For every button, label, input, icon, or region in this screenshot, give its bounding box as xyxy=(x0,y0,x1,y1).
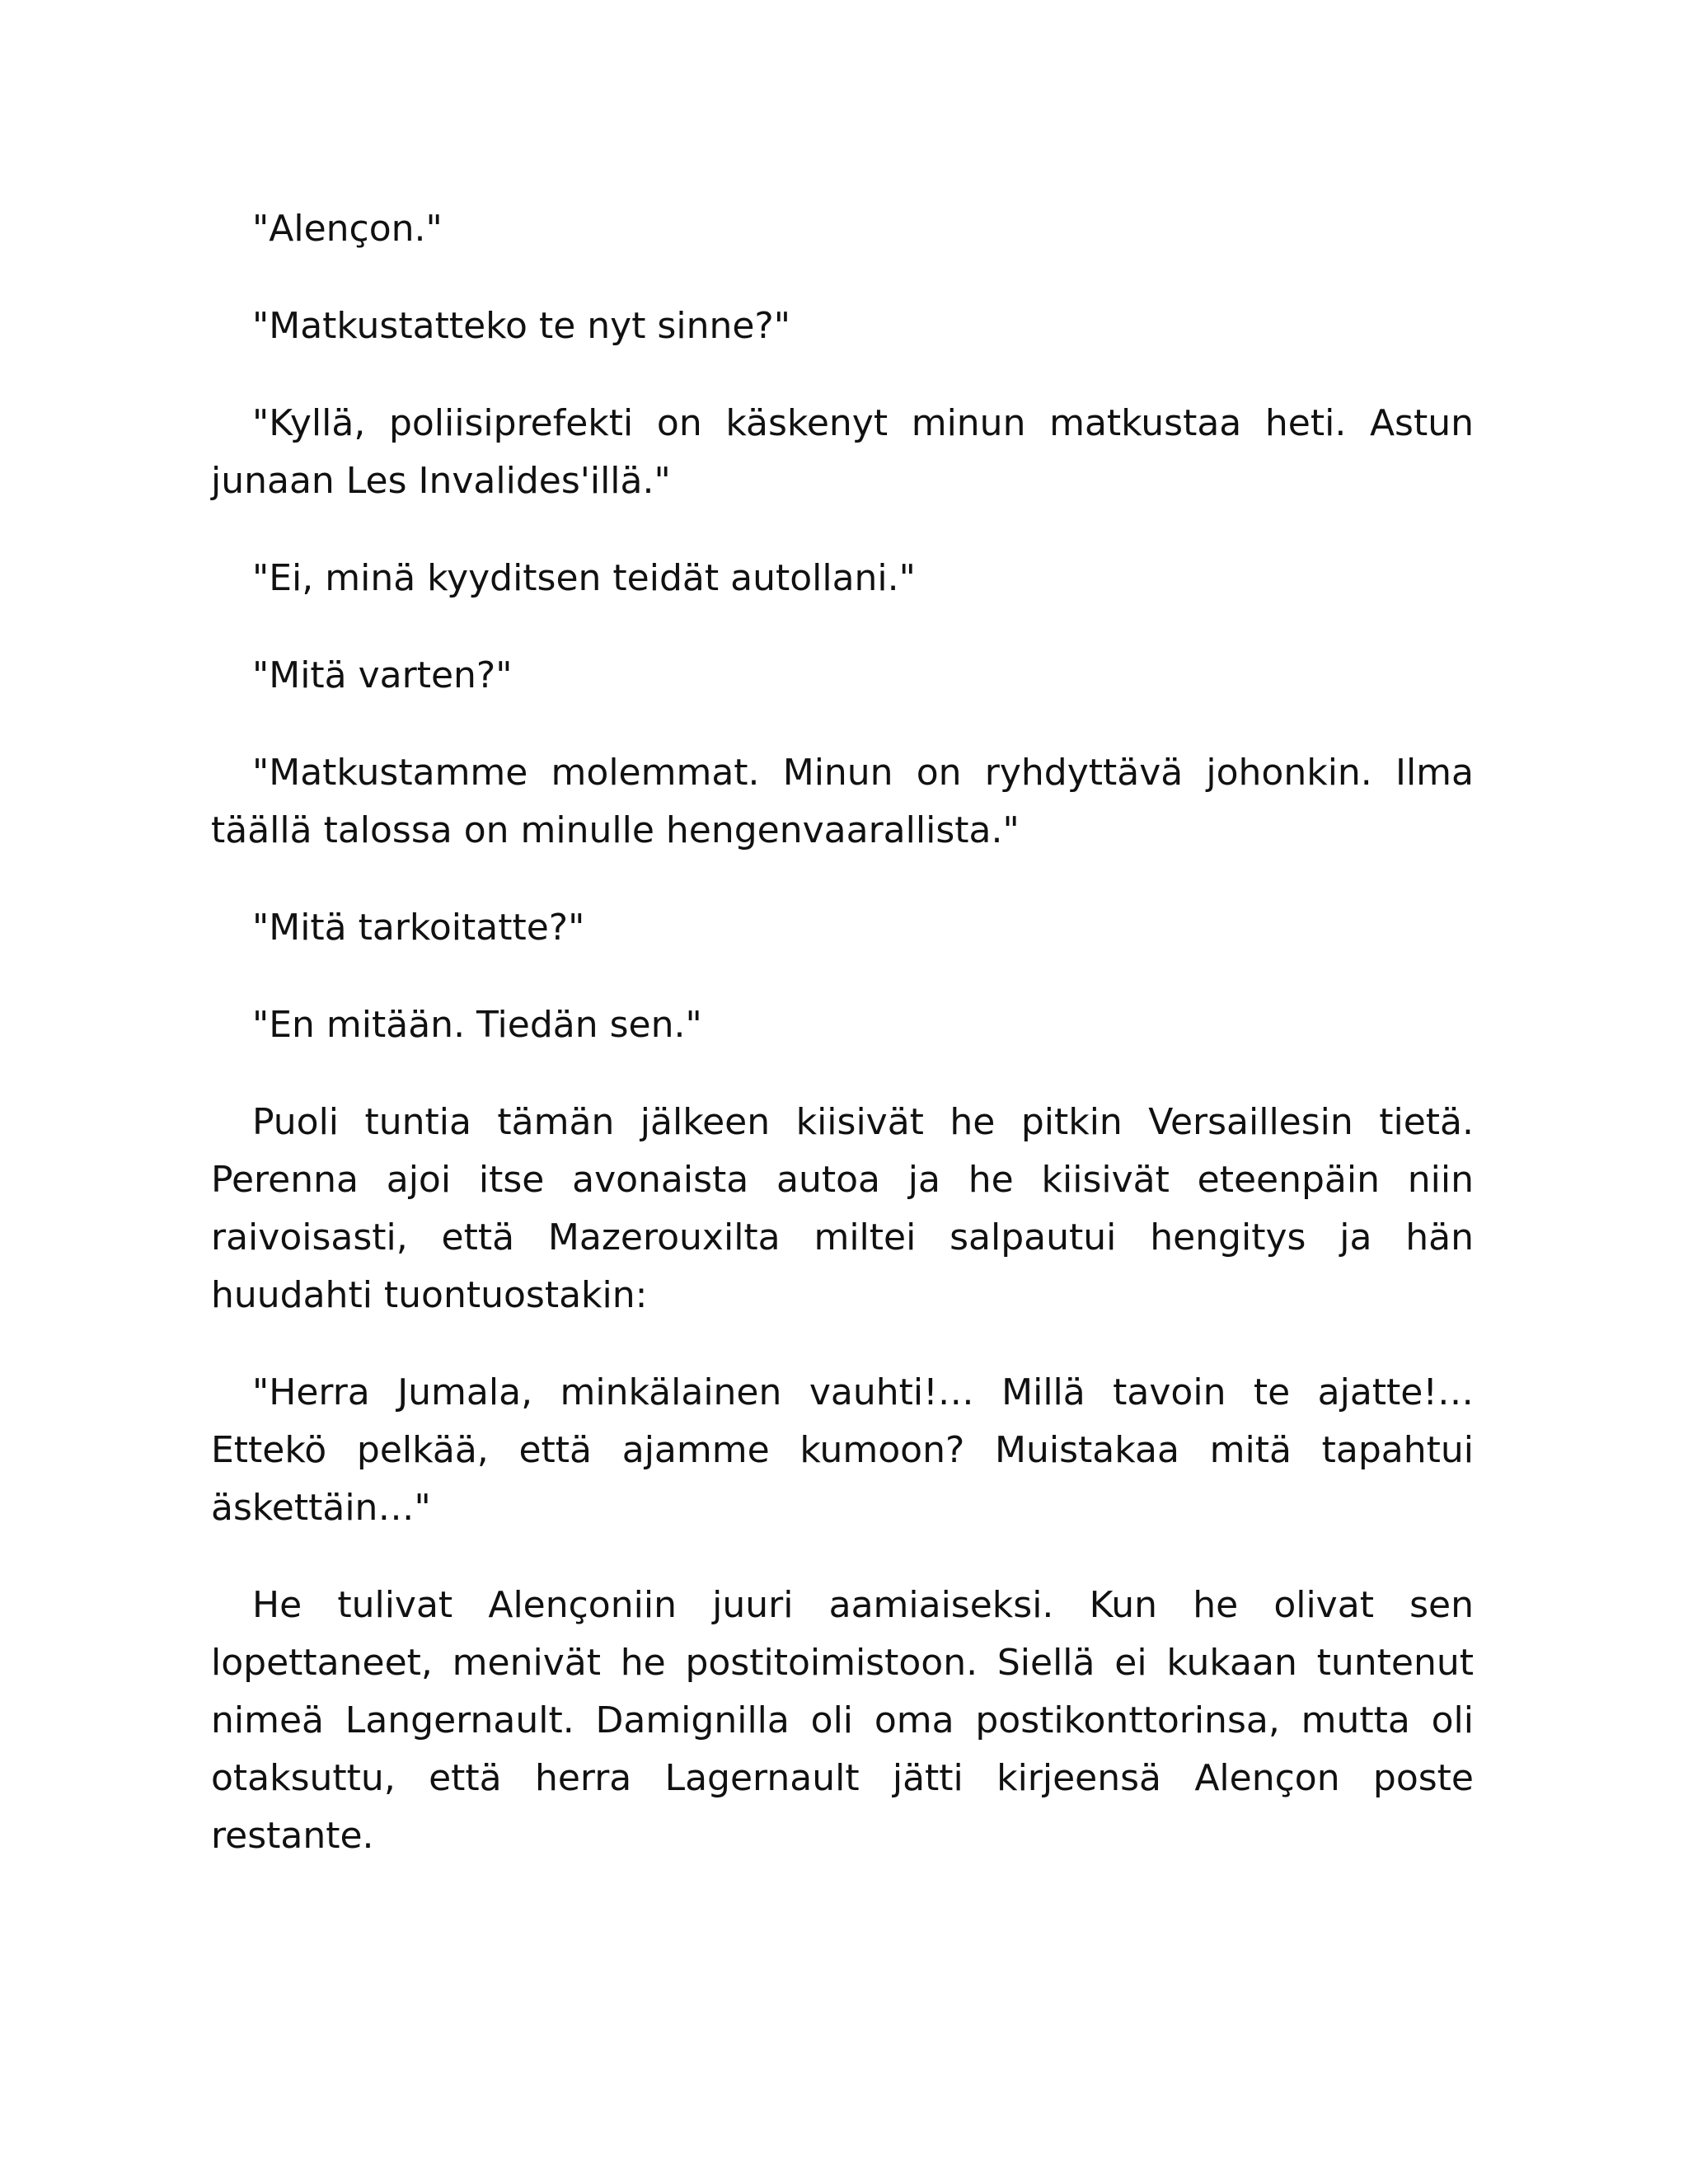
paragraph: "Mitä varten?" xyxy=(252,654,513,696)
paragraph: "Matkustatteko te nyt sinne?" xyxy=(252,305,791,347)
paragraph: "En mitään. Tiedän sen." xyxy=(252,1004,702,1046)
paragraph: "Ei, minä kyyditsen teidät autollani." xyxy=(252,557,916,599)
paragraph: "Alençon." xyxy=(252,208,443,250)
paragraph: Puoli tuntia tämän jälkeen kiisivät he pitkin Versaillesin tietä. Perenna ajoi itse avonaista autoa ja he kiisivät eteenpäin niin raivoisasti, että Mazerouxilta miltei salpautui hengitys ja hän huudahti tuontuostakin: xyxy=(211,1101,1474,1316)
body-text xyxy=(211,200,1474,1905)
paragraph: "Mitä tarkoitatte?" xyxy=(252,907,585,949)
paragraph: "Kyllä, poliisiprefekti on käskenyt minun matkustaa heti. Astun junaan Les Invalides'illä." xyxy=(211,402,1474,502)
paragraph: He tulivat Alençoniin juuri aamiaiseksi. Kun he olivat sen lopettaneet, menivät he postitoimistoon. Siellä ei kukaan tuntenut nimeä Langernault. Damignilla oli oma postikonttorinsa, mutta oli otaksuttu, että herra Lagernault jätti kirjeensä Alençon poste restante. xyxy=(211,1584,1474,1857)
paragraph: "Herra Jumala, minkälainen vauhti!… Millä tavoin te ajatte!… Ettekö pelkää, että ajamme kumoon? Muistakaa mitä tapahtui äskettäin…" xyxy=(211,1371,1474,1529)
paragraph: "Matkustamme molemmat. Minun on ryhdyttävä johonkin. Ilma täällä talossa on minulle hengenvaarallista." xyxy=(211,752,1474,851)
